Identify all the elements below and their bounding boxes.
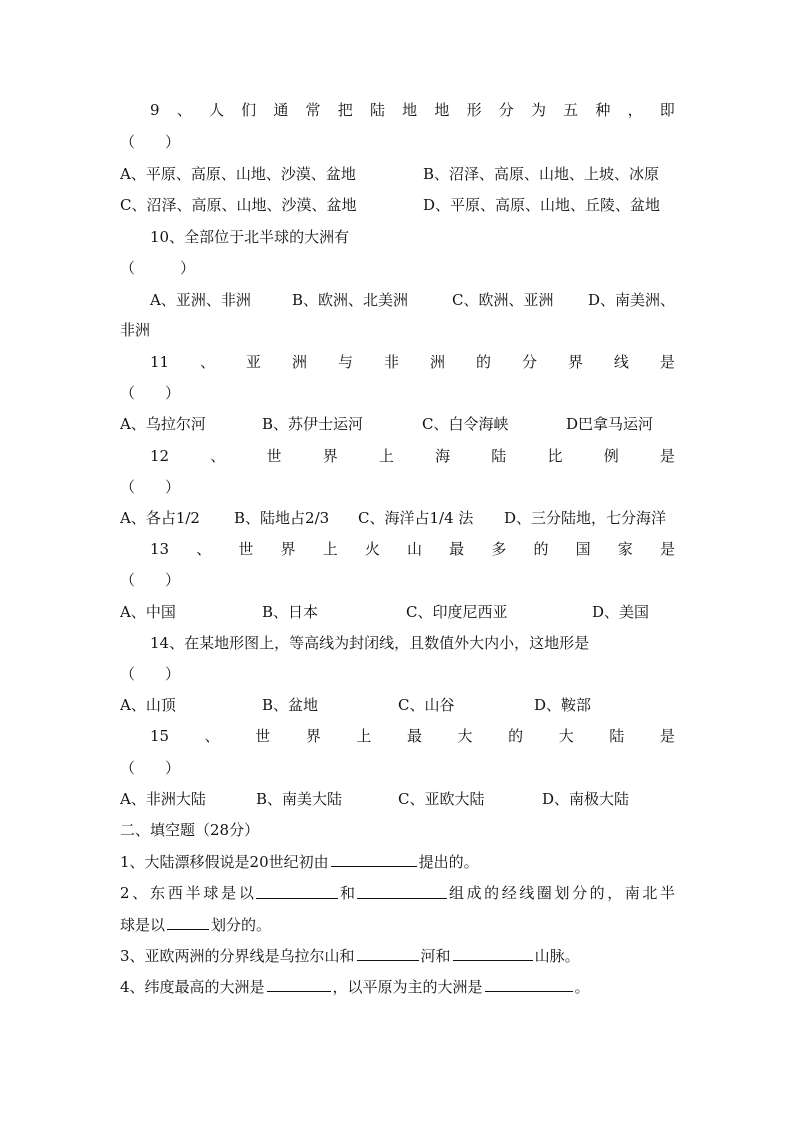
q14-option-b: B、盆地 xyxy=(262,696,319,714)
q11-stem-char: 、 xyxy=(200,353,216,371)
q11-stem-char: 亚 xyxy=(246,353,262,371)
q12-stem-char: 是 xyxy=(659,447,675,465)
q9-option-a: A、平原、高原、山地、沙漠、盆地 xyxy=(120,165,356,183)
q10-option-c: C、欧洲、亚洲 xyxy=(451,291,554,309)
q13-option-d: D、美国 xyxy=(592,603,650,621)
q9-option-c: C、沼泽、高原、山地、沙漠、盆地 xyxy=(120,196,357,214)
q11-option-d: D巴拿马运河 xyxy=(566,415,654,433)
fill-q1 xyxy=(120,849,675,873)
q13-option-b: B、日本 xyxy=(262,603,319,621)
q9-options-row-1 xyxy=(120,162,675,186)
fill-q2-blank-3[interactable] xyxy=(167,912,209,930)
fill-q2-a-char: 是 xyxy=(221,884,237,902)
q15-stem xyxy=(150,724,675,748)
fill-q3-blank-2[interactable] xyxy=(453,943,533,961)
q15-stem-char: 世 xyxy=(255,727,271,745)
q9-stem-char: 、 xyxy=(176,101,192,119)
section-2-title: 二、填空题（28分） xyxy=(120,821,260,839)
q10-paren: （ ） xyxy=(120,259,196,277)
fill-q2-line-2 xyxy=(120,912,675,936)
q15-stem-char: 界 xyxy=(305,727,321,745)
q9-stem-char: 通 xyxy=(273,101,289,119)
fill-q2-a-char: 、 xyxy=(132,884,148,902)
q15-stem-char: 大 xyxy=(558,727,574,745)
fill-q3-text-c: 山脉。 xyxy=(534,947,580,965)
q13-stem-char: 是 xyxy=(659,540,675,558)
q15-option-c: C、亚欧大陆 xyxy=(398,790,485,808)
q9-stem-char: 地 xyxy=(434,101,450,119)
fill-q2-c-char: 线 xyxy=(519,884,535,902)
fill-q2-c-char: 的 xyxy=(484,884,500,902)
q15-stem-char: 最 xyxy=(406,727,422,745)
fill-q4-blank-1[interactable] xyxy=(267,974,331,992)
q12-option-a: A、各占1/2 xyxy=(120,509,200,527)
q9-stem-char: 陆 xyxy=(369,101,385,119)
q11-option-a: A、乌拉尔河 xyxy=(120,415,206,433)
q11-stem-char: 与 xyxy=(338,353,354,371)
q9-stem-char: 人 xyxy=(208,101,224,119)
q15-stem-char: 陆 xyxy=(609,727,625,745)
q11-stem-char: 分 xyxy=(521,353,537,371)
q9-stem-char: 9 xyxy=(150,101,160,119)
q14-option-d: D、鞍部 xyxy=(534,696,592,714)
q12-options xyxy=(120,506,675,530)
fill-q2-c-char: 划 xyxy=(554,884,570,902)
q9-stem xyxy=(150,98,675,122)
q11-option-c: C、白令海峡 xyxy=(422,415,509,433)
q13-stem-char: 家 xyxy=(617,540,633,558)
q9-option-d: D、平原、高原、山地、丘陵、盆地 xyxy=(423,196,661,214)
fill-q4-text-b: ，以平原为主的大洲是 xyxy=(332,978,483,996)
q13-stem-char: 界 xyxy=(280,540,296,558)
fill-q4-blank-2[interactable] xyxy=(485,974,573,992)
q12-stem-char: 比 xyxy=(547,447,563,465)
fill-q2-c-char: 南 xyxy=(624,884,640,902)
fill-q2-a-char: 以 xyxy=(238,884,254,902)
fill-q2-a-char: 半 xyxy=(185,884,201,902)
q9-option-b: B、沼泽、高原、山地、上坡、冰原 xyxy=(423,165,660,183)
fill-q2-c-char: 组 xyxy=(449,884,465,902)
q11-stem-char: 洲 xyxy=(292,353,308,371)
q13-option-a: A、中国 xyxy=(120,603,176,621)
q12-stem xyxy=(150,444,675,468)
q10-option-a: A、亚洲、非洲 xyxy=(150,291,251,309)
fill-q2-blank-1[interactable] xyxy=(256,881,338,899)
q12-stem-char: 陆 xyxy=(491,447,507,465)
fill-q2-text-a xyxy=(120,881,254,905)
q10-option-d-cont: 非洲 xyxy=(120,321,151,339)
fill-q2-c-char: 经 xyxy=(501,884,517,902)
q11-stem-char: 非 xyxy=(384,353,400,371)
q11-stem-char: 是 xyxy=(659,353,675,371)
fill-q1-blank[interactable] xyxy=(331,849,417,867)
fill-q1-text-a: 1、大陆漂移假说是20世纪初由 xyxy=(120,853,329,871)
q13-option-c: C、印度尼西亚 xyxy=(406,603,508,621)
q9-stem-char: 把 xyxy=(337,101,353,119)
q13-stem-char: 国 xyxy=(575,540,591,558)
q14-option-a: A、山顶 xyxy=(120,696,176,714)
q15-stem-char: 15 xyxy=(150,727,170,745)
q13-stem-char: 山 xyxy=(407,540,423,558)
q13-stem-char: 多 xyxy=(491,540,507,558)
q11-paren: （ ） xyxy=(120,384,181,402)
fill-q2-c-char: 半 xyxy=(659,884,675,902)
q9-stem-char: 为 xyxy=(530,101,546,119)
q10-stem: 10、全部位于北半球的大洲有 xyxy=(150,228,350,246)
q13-stem-char: 上 xyxy=(322,540,338,558)
q11-stem-char: 的 xyxy=(475,353,491,371)
q13-stem-char: 最 xyxy=(449,540,465,558)
q11-stem-char: 洲 xyxy=(429,353,445,371)
q13-paren: （ ） xyxy=(120,571,181,589)
fill-q2-c-char: 北 xyxy=(642,884,658,902)
fill-q2-c-char: 分 xyxy=(572,884,588,902)
fill-q2-c-char: ， xyxy=(607,884,623,902)
q12-stem-char: 世 xyxy=(266,447,282,465)
q11-stem-char: 界 xyxy=(567,353,583,371)
q12-stem-char: 12 xyxy=(150,447,170,465)
fill-q1-text-b: 提出的。 xyxy=(418,853,479,871)
fill-q2-c-char: 的 xyxy=(589,884,605,902)
q12-stem-char: 上 xyxy=(378,447,394,465)
q11-stem-char: 11 xyxy=(150,353,170,371)
q9-stem-char: 们 xyxy=(241,101,257,119)
fill-q2-text-c xyxy=(449,881,675,905)
q11-stem-char: 线 xyxy=(613,353,629,371)
q12-stem-char: 界 xyxy=(322,447,338,465)
q14-option-c: C、山谷 xyxy=(398,696,455,714)
fill-q3-text-b: 河和 xyxy=(420,947,451,965)
q14-options xyxy=(120,693,675,717)
q14-stem: 14、在某地形图上，等高线为封闭线，且数值外大内小，这地形是 xyxy=(150,634,590,652)
q13-stem-char: 、 xyxy=(196,540,212,558)
q11-stem xyxy=(150,350,675,374)
q9-stem-char: 分 xyxy=(498,101,514,119)
fill-q2-a-char: 东 xyxy=(150,884,166,902)
q12-option-d: D、三分陆地，七分海洋 xyxy=(504,509,667,527)
q15-stem-char: 上 xyxy=(356,727,372,745)
q9-paren: （ ） xyxy=(120,133,181,151)
fill-q4-text-c: 。 xyxy=(574,978,590,996)
q14-paren: （ ） xyxy=(120,665,181,683)
fill-q2-a-char: 西 xyxy=(167,884,183,902)
q15-stem-char: 的 xyxy=(508,727,524,745)
fill-q2-text-e: 划分的。 xyxy=(211,916,272,934)
fill-q3-blank-1[interactable] xyxy=(357,943,419,961)
q9-stem-char: 常 xyxy=(305,101,321,119)
q9-options-row-2 xyxy=(120,193,675,217)
q11-options xyxy=(120,412,675,436)
q9-stem-char: 即 xyxy=(659,101,675,119)
q9-stem-char: 地 xyxy=(402,101,418,119)
q15-stem-char: 、 xyxy=(204,727,220,745)
q12-option-c: C、海洋占1/4 法 xyxy=(358,509,474,527)
q15-options xyxy=(120,787,675,811)
fill-q3-text-a: 3、亚欧两洲的分界线是乌拉尔山和 xyxy=(120,947,355,965)
q15-stem-char: 是 xyxy=(659,727,675,745)
q12-stem-char: 例 xyxy=(603,447,619,465)
fill-q4-text-a: 4、纬度最高的大洲是 xyxy=(120,978,265,996)
fill-q2-text-b: 和 xyxy=(340,884,356,902)
q12-option-b: B、陆地占2/3 xyxy=(234,509,330,527)
q12-paren: （ ） xyxy=(120,478,181,496)
q13-stem-char: 13 xyxy=(150,540,170,558)
fill-q2-text-d: 球是以 xyxy=(120,916,166,934)
q11-option-b: B、苏伊士运河 xyxy=(262,415,364,433)
q9-stem-char: 形 xyxy=(466,101,482,119)
q12-stem-char: 、 xyxy=(210,447,226,465)
q10-options xyxy=(150,288,675,312)
q9-stem-char: ， xyxy=(627,101,643,119)
fill-q2-a-char: 2 xyxy=(120,884,130,902)
q13-stem-char: 的 xyxy=(533,540,549,558)
q15-paren: （ ） xyxy=(120,759,181,777)
q15-option-b: B、南美大陆 xyxy=(256,790,343,808)
q13-stem-char: 火 xyxy=(364,540,380,558)
q13-options xyxy=(120,600,675,624)
q12-stem-char: 海 xyxy=(435,447,451,465)
fill-q2-line-1 xyxy=(120,881,675,905)
q10-option-d: D、南美洲、 xyxy=(587,291,675,309)
fill-q3 xyxy=(120,943,675,967)
q15-stem-char: 大 xyxy=(457,727,473,745)
q15-option-a: A、非洲大陆 xyxy=(120,790,206,808)
q13-stem-char: 世 xyxy=(238,540,254,558)
fill-q4 xyxy=(120,974,675,998)
q9-stem-char: 五 xyxy=(563,101,579,119)
q10-option-b: B、欧洲、北美洲 xyxy=(291,291,409,309)
q9-stem-char: 种 xyxy=(595,101,611,119)
fill-q2-a-char: 球 xyxy=(203,884,219,902)
fill-q2-blank-2[interactable] xyxy=(357,881,447,899)
q15-option-d: D、南极大陆 xyxy=(542,790,630,808)
fill-q2-c-char: 圈 xyxy=(536,884,552,902)
fill-q2-c-char: 成 xyxy=(466,884,482,902)
q13-stem xyxy=(150,537,675,561)
